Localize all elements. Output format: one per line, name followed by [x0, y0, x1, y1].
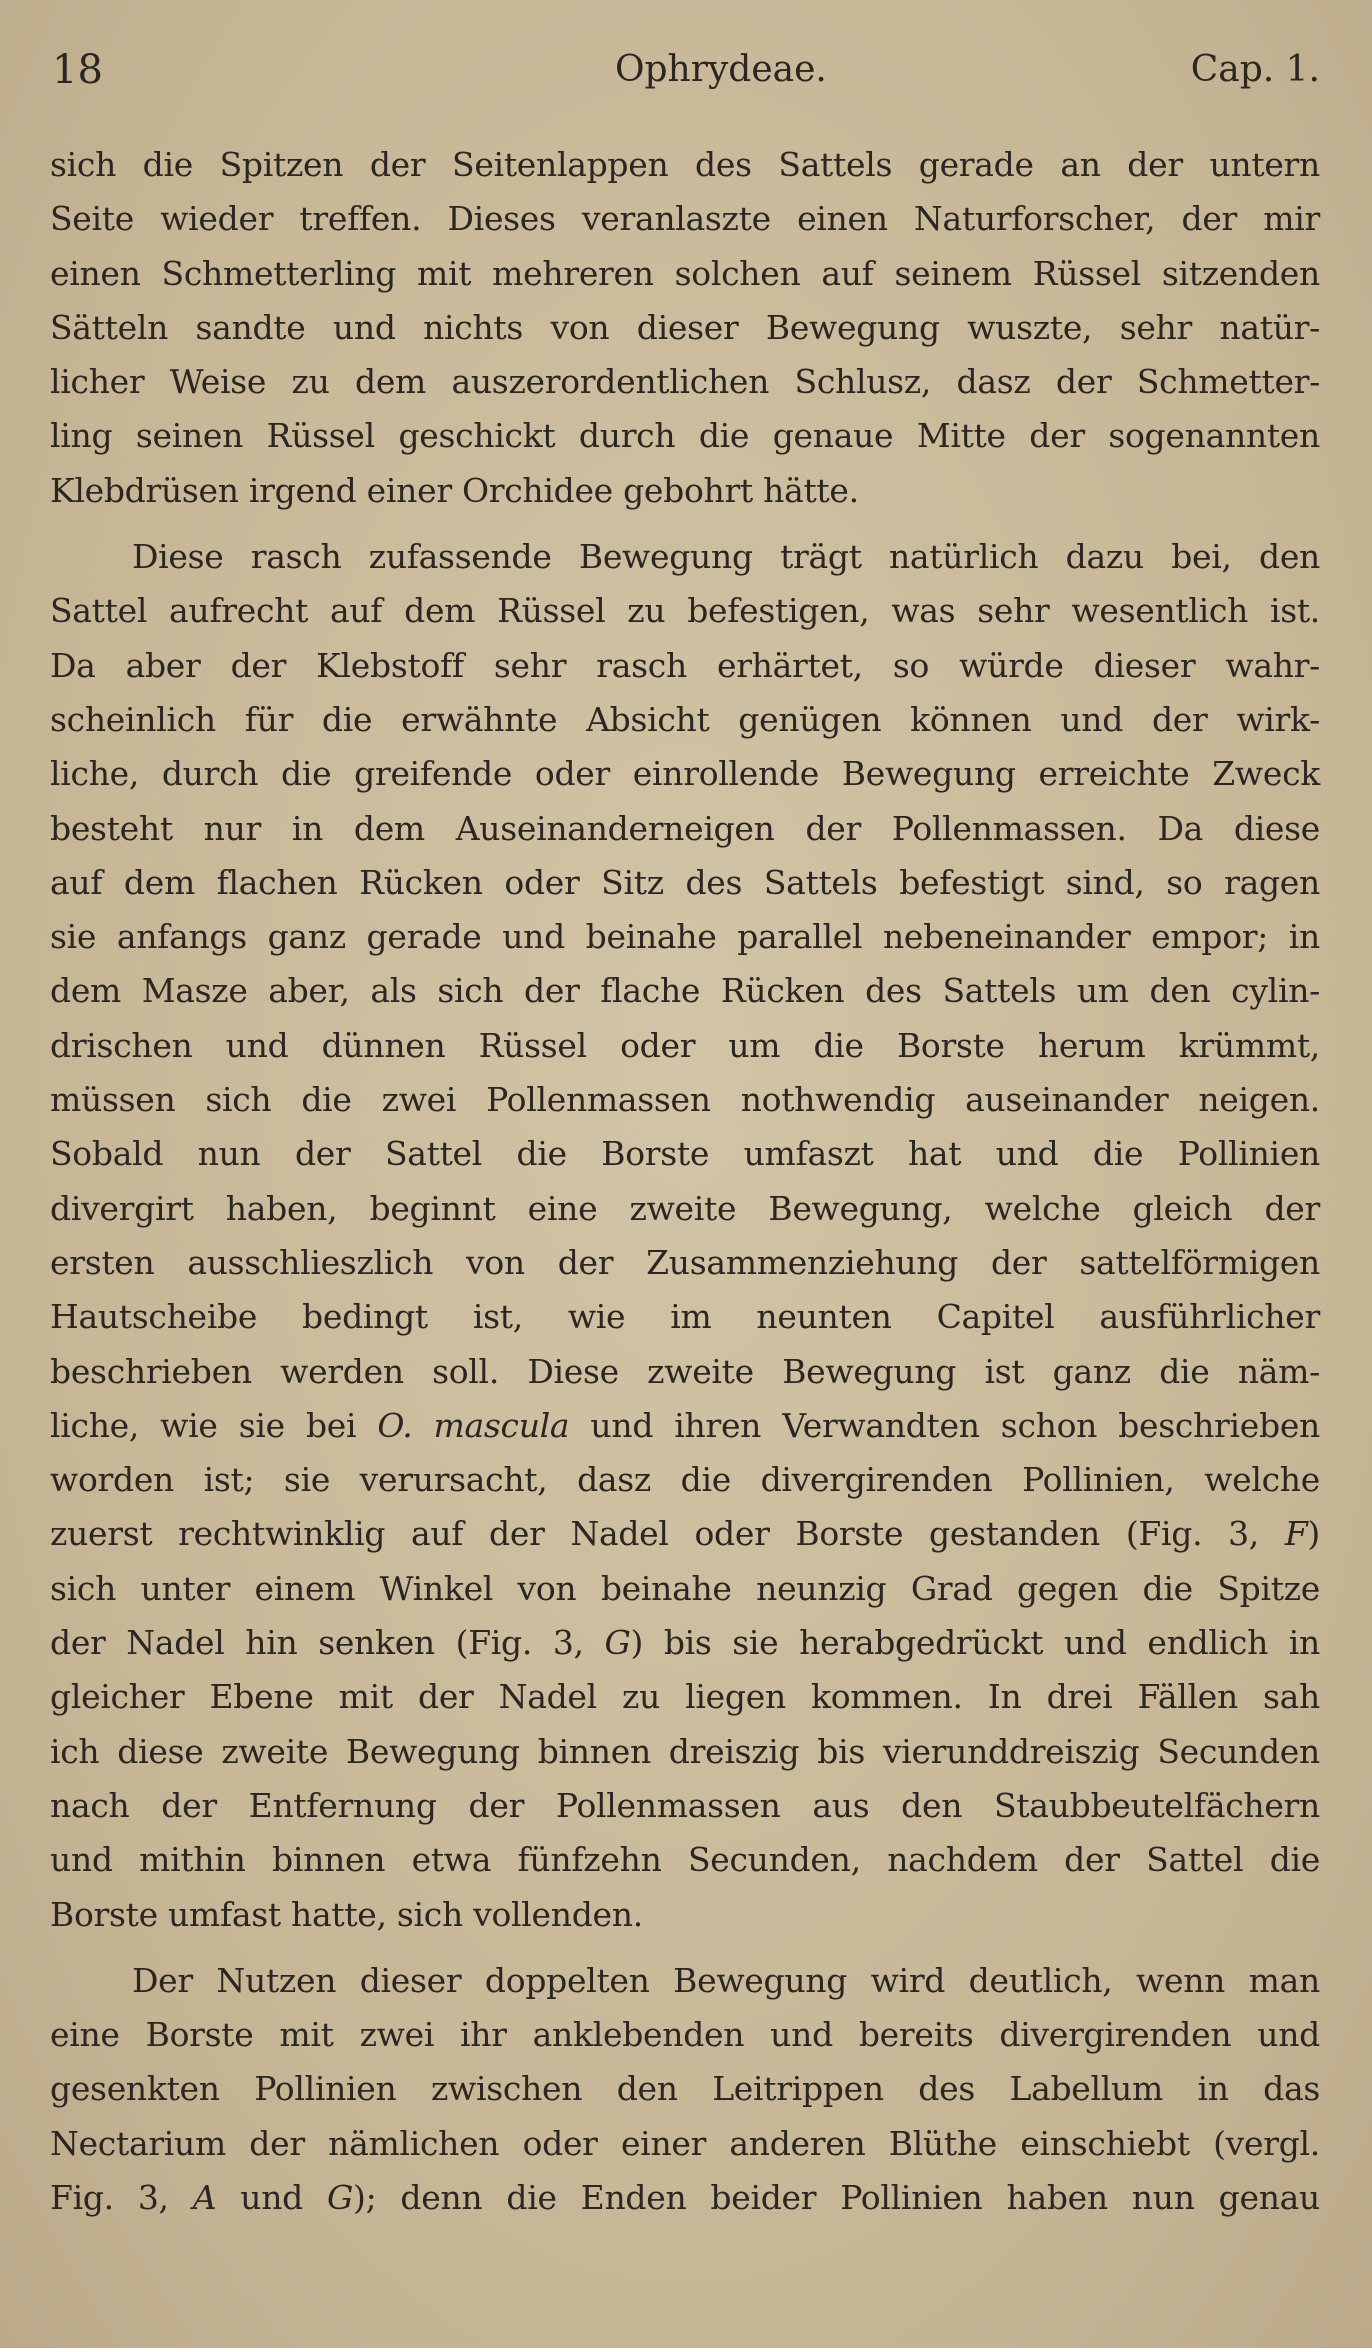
paragraph [50, 1954, 1320, 2225]
text-line: Diese rasch zufassende Bewegung trägt natürlich dazu bei, den [132, 537, 1320, 577]
text-line: Sattel aufrecht auf dem Rüssel zu befestigen, was sehr wesentlich ist. [50, 591, 1320, 631]
text-line: ling seinen Rüssel geschickt durch die genaue Mitte der sogenannten [50, 416, 1320, 456]
text-line: Da aber der Klebstoff sehr rasch erhärtet, so würde dieser wahr- [50, 645, 1320, 685]
paragraph [50, 530, 1320, 1942]
text-line: Der Nutzen dieser doppelten Bewegung wird deutlich, wenn man [132, 1960, 1320, 2000]
paragraph [50, 138, 1320, 518]
text-line: Borste umfast hatte, sich vollenden. [50, 1894, 643, 1934]
text-line: einen Schmetterling mit mehreren solchen auf seinem Rüssel sitzenden [50, 253, 1320, 293]
text-line: ersten ausschlieszlich von der Zusammenziehung der sattelförmigen [50, 1242, 1320, 1282]
text-line: müssen sich die zwei Pollenmassen nothwendig auseinander neigen. [50, 1080, 1320, 1120]
text-line: drischen und dünnen Rüssel oder um die Borste herum krümmt, [50, 1025, 1320, 1065]
page-number: 18 [52, 47, 103, 93]
text-line: ich diese zweite Bewegung binnen dreiszig bis vierunddreiszig Secunden [50, 1731, 1320, 1771]
text-line: liche, wie sie bei O. mascula und ihren Verwandten schon beschrieben [50, 1405, 1321, 1445]
text-line: Fig. 3, A und G); denn die Enden beider Pollinien haben nun genau [50, 2177, 1320, 2217]
text-line: beschrieben werden soll. Diese zweite Bewegung ist ganz die näm- [50, 1351, 1320, 1391]
text-line: Sobald nun der Sattel die Borste umfaszt hat und die Pollinien [50, 1134, 1320, 1174]
text-line: worden ist; sie verursacht, dasz die divergirenden Pollinien, welche [50, 1460, 1320, 1500]
text-line: zuerst rechtwinklig auf der Nadel oder Borste gestanden (Fig. 3, F) [50, 1514, 1320, 1554]
body-text [50, 138, 1320, 2225]
chapter-label: Cap. 1. [1190, 49, 1320, 90]
paragraph-gap [50, 518, 1320, 530]
text-line: Seite wieder treffen. Dieses veranlaszte einen Naturforscher, der mir [50, 199, 1320, 239]
text-line: sich die Spitzen der Seitenlappen des Sattels gerade an der untern [50, 145, 1320, 184]
text-line: scheinlich für die erwähnte Absicht genügen können und der wirk- [50, 699, 1320, 739]
text-line: nach der Entfernung der Pollenmassen aus den Staubbeutelfächern [50, 1785, 1320, 1825]
text-line: dem Masze aber, als sich der flache Rücken des Sattels um den cylin- [50, 971, 1320, 1011]
text-line: Nectarium der nämlichen oder einer anderen Blüthe einschiebt (vergl. [50, 2123, 1320, 2163]
text-line: der Nadel hin senken (Fig. 3, G) bis sie herabgedrückt und endlich in [50, 1623, 1320, 1663]
text-line: sich unter einem Winkel von beinahe neunzig Grad gegen die Spitze [50, 1568, 1320, 1608]
text-line: Sätteln sandte und nichts von dieser Bewegung wuszte, sehr natür- [50, 307, 1320, 347]
text-line: sie anfangs ganz gerade und beinahe parallel nebeneinander empor; in [50, 917, 1320, 957]
text-line: Hautscheibe bedingt ist, wie im neunten Capitel ausführlicher [50, 1297, 1320, 1337]
text-line: eine Borste mit zwei ihr anklebenden und bereits divergirenden und [50, 2015, 1320, 2055]
text-line: und mithin binnen etwa fünfzehn Secunden, nachdem der Sattel die [50, 1840, 1320, 1880]
text-line: besteht nur in dem Auseinanderneigen der Pollenmassen. Da diese [50, 808, 1320, 848]
text-line: auf dem flachen Rücken oder Sitz des Sattels befestigt sind, so ragen [50, 862, 1320, 902]
text-line: licher Weise zu dem auszerordentlichen Schlusz, dasz der Schmetter- [50, 362, 1320, 402]
text-line: liche, durch die greifende oder einrollende Bewegung erreichte Zweck [50, 754, 1320, 794]
paragraph-gap [50, 1942, 1320, 1954]
running-head [50, 40, 1320, 100]
text-line: divergirt haben, beginnt eine zweite Bewegung, welche gleich der [50, 1188, 1320, 1228]
text-line: gesenkten Pollinien zwischen den Leitrippen des Labellum in das [50, 2069, 1320, 2109]
text-line: Klebdrüsen irgend einer Orchidee gebohrt hätte. [50, 470, 859, 510]
text-line: gleicher Ebene mit der Nadel zu liegen kommen. In drei Fällen sah [50, 1677, 1320, 1717]
running-title: Ophrydeae. [615, 49, 827, 90]
book-page [50, 40, 1320, 2320]
